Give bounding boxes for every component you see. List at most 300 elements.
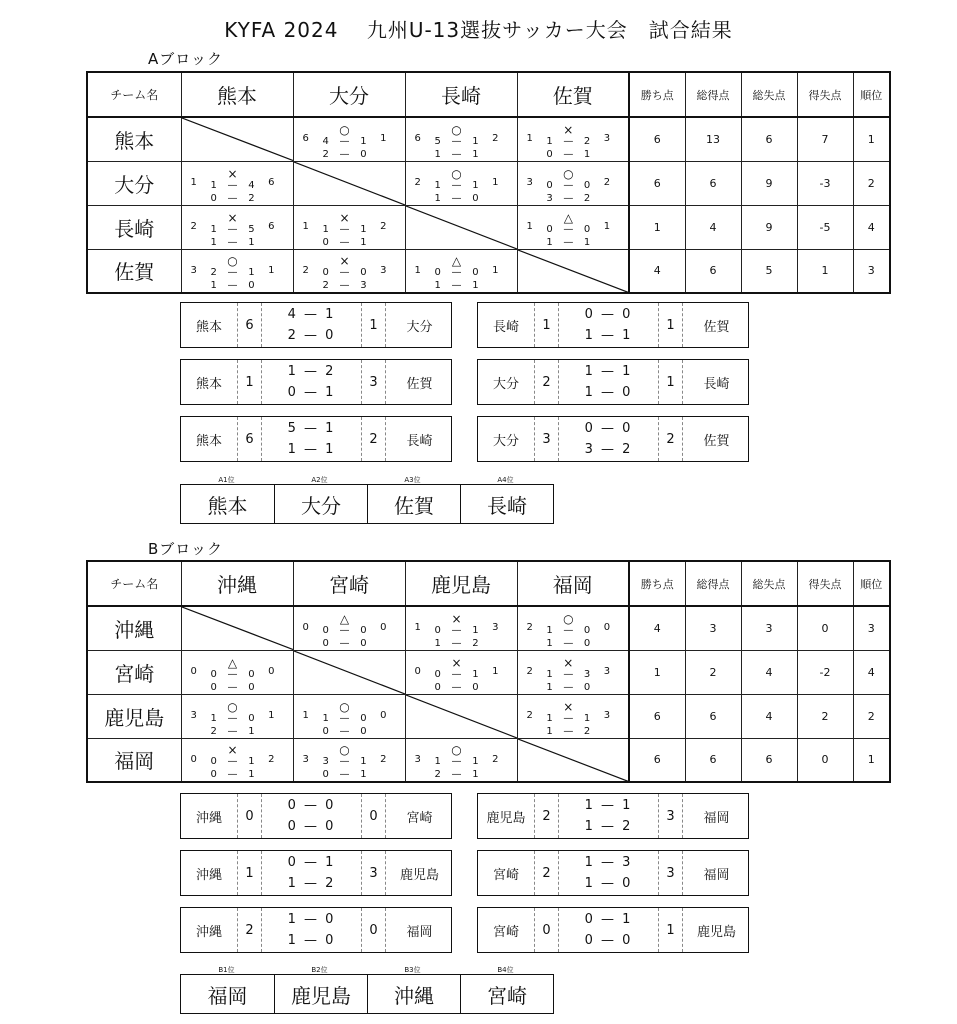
rank-position-label: A2位: [311, 476, 328, 484]
goals-against-value: 5: [741, 249, 797, 293]
win-points-value: 4: [629, 606, 685, 650]
result-mark: △: [339, 611, 350, 626]
second-half-for: 1: [210, 236, 217, 248]
match-result-cell: [517, 161, 629, 205]
away-team: 佐賀: [682, 417, 750, 461]
second-half-against: 0: [583, 681, 591, 693]
dash-separator: [333, 267, 355, 292]
first-half-score: 0 — 0: [584, 307, 633, 322]
half-scores-for: [206, 713, 222, 738]
half-scores-for: [542, 136, 557, 161]
dash: —: [563, 148, 574, 160]
first-half-against: 1: [472, 179, 479, 191]
rank-value: 2: [853, 161, 890, 205]
second-half-for: 0: [322, 769, 329, 781]
result-mark: ×: [227, 743, 238, 758]
half-scores-against: [579, 669, 594, 694]
result-grid: [294, 206, 405, 249]
result-mark: ×: [227, 210, 238, 225]
goal-diff-value: -2: [797, 650, 853, 694]
opponent-score: 0: [380, 709, 387, 721]
result-mark: ×: [339, 254, 350, 269]
dash-separator: [557, 180, 579, 205]
second-half-score: 1 — 1: [287, 442, 336, 457]
goals-for-value: 13: [685, 117, 741, 161]
half-scores-against: [244, 180, 260, 205]
match-result-cell: [181, 738, 293, 782]
result-grid: [182, 206, 293, 249]
goal-diff-value: 1: [797, 249, 853, 293]
first-half-score: 0 — 1: [584, 912, 633, 927]
header-gf: 総得点: [685, 561, 741, 606]
dash-separator: [333, 713, 355, 738]
result-grid: [182, 250, 293, 293]
dash: —: [227, 179, 238, 191]
dash: —: [451, 769, 462, 781]
second-half-score: 1 — 2: [287, 876, 336, 891]
first-half-for: 1: [434, 179, 441, 191]
result-mark: △: [227, 655, 238, 670]
opponent-score: 1: [380, 133, 387, 145]
row-team-name: 沖縄: [87, 606, 181, 650]
result-grid: [182, 651, 293, 694]
dash: —: [227, 236, 238, 248]
second-half-score: 1 — 0: [584, 876, 633, 891]
half-time-scores: [558, 851, 658, 895]
goal-diff-value: 0: [797, 606, 853, 650]
header-rank: 順位: [853, 72, 890, 117]
dash-separator: [445, 756, 467, 781]
dash: —: [339, 725, 350, 737]
dash: —: [563, 624, 574, 636]
half-scores-for: [206, 756, 222, 781]
match-result-cell: [517, 650, 629, 694]
opponent-score: 1: [492, 264, 499, 276]
match-result-cell: [181, 205, 293, 249]
page-title: KYFA 2024 九州U-13選抜サッカー大会 試合結果: [224, 18, 733, 42]
half-scores-against: [356, 713, 372, 738]
goals-for-value: 6: [685, 161, 741, 205]
team-score: 2: [302, 264, 309, 276]
team-score: 2: [526, 622, 533, 634]
home-team: 沖縄: [195, 810, 222, 826]
result-mark: ○: [227, 254, 238, 269]
rank-position-label: B3位: [404, 966, 421, 974]
dash: —: [563, 192, 574, 204]
row-team-name: 熊本: [87, 117, 181, 161]
first-half-against: 0: [583, 624, 591, 636]
half-scores-against: [356, 756, 372, 781]
match-box: [477, 793, 749, 839]
header-opponent-1: 沖縄: [181, 561, 293, 606]
match-box: [180, 302, 452, 348]
half-scores-against: [579, 224, 594, 249]
dash-separator: [445, 267, 467, 292]
goals-for-value: 2: [685, 650, 741, 694]
rank-value: 4: [853, 205, 890, 249]
goals-for-value: 4: [685, 205, 741, 249]
second-half-for: 3: [546, 192, 553, 204]
half-scores-for: [542, 625, 557, 650]
away-team: 福岡: [682, 794, 750, 838]
half-scores-against: [244, 224, 260, 249]
goals-against-value: 4: [741, 650, 797, 694]
opponent-score: 2: [603, 176, 611, 188]
opponent-score: 3: [603, 665, 611, 677]
ranked-team: 長崎: [460, 485, 553, 523]
second-half-score: 0 — 0: [287, 819, 336, 834]
away-score: 3: [658, 794, 682, 838]
dash-separator: [333, 224, 355, 249]
dash: —: [227, 769, 238, 781]
second-half-against: 1: [472, 280, 479, 292]
win-points-value: 6: [629, 161, 685, 205]
half-time-scores: [261, 794, 361, 838]
result-grid: [182, 162, 293, 205]
match-result-cell: [405, 738, 517, 782]
dash-separator: [221, 267, 243, 292]
half-scores-for: [318, 756, 334, 781]
match-result-cell: [293, 117, 405, 161]
diagonal-line: [294, 162, 405, 205]
opponent-score: 3: [603, 709, 611, 721]
away-team: 佐賀: [682, 303, 750, 347]
table-row: [87, 650, 890, 694]
first-half-for: 0: [546, 179, 553, 191]
first-half-against: 4: [248, 179, 255, 191]
rank-position-label: B4位: [497, 966, 514, 974]
second-half-against: 1: [472, 769, 479, 781]
result-grid: [518, 695, 629, 738]
second-half-for: 1: [434, 148, 441, 160]
rank-position-label: A4位: [497, 476, 514, 484]
half-time-scores: [261, 360, 361, 404]
ranked-team: 鹿児島: [274, 975, 367, 1013]
match-result-cell: [405, 650, 517, 694]
second-half-for: 1: [434, 192, 441, 204]
match-result-cell: [517, 205, 629, 249]
second-half-for: 2: [210, 725, 217, 737]
team-score: 2: [414, 176, 421, 188]
team-score: 1: [526, 220, 533, 232]
first-half-for: 0: [210, 756, 217, 768]
self-match-cell: [517, 738, 629, 782]
dash: —: [563, 681, 574, 693]
half-scores-for: [318, 713, 334, 738]
goal-diff-value: 0: [797, 738, 853, 782]
dash: —: [451, 681, 462, 693]
win-points-value: 6: [629, 694, 685, 738]
home-team: 沖縄: [195, 867, 222, 883]
header-team-name: チーム名: [87, 561, 181, 606]
block-a-final-ranking: [180, 484, 554, 524]
dash-separator: [557, 625, 579, 650]
first-half-score: 0 — 1: [287, 855, 336, 870]
half-scores-for: [430, 625, 446, 650]
opponent-score: 2: [380, 753, 387, 765]
result-mark: ×: [339, 210, 350, 225]
match-result-cell: [181, 694, 293, 738]
header-opponent-3: 鹿児島: [405, 561, 517, 606]
match-result-cell: [517, 606, 629, 650]
table-row: [87, 249, 890, 293]
half-scores-for: [542, 713, 557, 738]
second-half-against: 2: [248, 192, 255, 204]
second-half-for: 0: [546, 148, 553, 160]
first-half-for: 2: [210, 267, 217, 279]
block-b-label: Bブロック: [148, 540, 223, 558]
dash: —: [339, 223, 350, 235]
second-half-for: 1: [546, 637, 553, 649]
self-match-cell: [181, 606, 293, 650]
half-scores-against: [468, 267, 484, 292]
half-scores-against: [579, 136, 594, 161]
second-half-for: 2: [322, 148, 329, 160]
result-grid: [406, 607, 517, 650]
header-win-pts: 勝ち点: [629, 561, 685, 606]
first-half-against: 1: [360, 756, 367, 768]
dash: —: [339, 637, 350, 649]
dash-separator: [445, 136, 467, 161]
opponent-score: 1: [492, 176, 499, 188]
header-opponent-4: 福岡: [517, 561, 629, 606]
first-half-score: 0 — 0: [287, 798, 336, 813]
goals-for-value: 6: [685, 694, 741, 738]
team-score: 2: [526, 709, 533, 721]
opponent-score: 1: [492, 665, 499, 677]
second-half-for: 0: [210, 769, 217, 781]
diagonal-line: [406, 206, 517, 249]
dash: —: [451, 637, 462, 649]
row-team-name: 福岡: [87, 738, 181, 782]
first-half-against: 0: [583, 223, 591, 235]
row-team-name: 長崎: [87, 205, 181, 249]
second-half-against: 1: [248, 725, 255, 737]
half-scores-for: [430, 267, 446, 292]
opponent-score: 3: [492, 622, 499, 634]
second-half-score: 1 — 1: [584, 328, 633, 343]
first-half-score: 1 — 0: [287, 912, 336, 927]
dash-separator: [333, 756, 355, 781]
half-scores-for: [430, 756, 446, 781]
second-half-score: 2 — 0: [287, 328, 336, 343]
match-box: [180, 416, 452, 462]
goals-against-value: 4: [741, 694, 797, 738]
match-result-cell: [181, 161, 293, 205]
second-half-against: 0: [472, 681, 479, 693]
dash: —: [339, 756, 350, 768]
half-time-scores: [261, 417, 361, 461]
first-half-for: 0: [434, 267, 441, 279]
second-half-score: 0 — 0: [584, 933, 633, 948]
away-score: 1: [658, 303, 682, 347]
first-half-for: 1: [546, 712, 553, 724]
first-half-for: 4: [322, 135, 329, 147]
goals-against-value: 9: [741, 205, 797, 249]
header-opponent-2: 大分: [293, 72, 405, 117]
away-score: 1: [658, 360, 682, 404]
half-scores-for: [206, 669, 222, 694]
row-team-name: 佐賀: [87, 249, 181, 293]
team-score: 6: [302, 133, 309, 145]
second-half-against: 0: [360, 148, 367, 160]
header-opponent-1: 熊本: [181, 72, 293, 117]
half-scores-for: [206, 267, 222, 292]
first-half-for: 1: [546, 135, 553, 147]
row-team-name: 宮崎: [87, 650, 181, 694]
match-result-cell: [293, 694, 405, 738]
result-grid: [406, 118, 517, 161]
block-b-standings-table: [86, 560, 891, 783]
ranked-team: 宮崎: [460, 975, 553, 1013]
table-row: [87, 738, 890, 782]
match-result-cell: [181, 249, 293, 293]
ranked-team: 福岡: [207, 983, 248, 1008]
dash-separator: [221, 180, 243, 205]
second-half-for: 2: [322, 280, 329, 292]
first-half-score: 5 — 1: [287, 421, 336, 436]
second-half-against: 1: [248, 769, 255, 781]
result-mark: ×: [227, 166, 238, 181]
first-half-for: 1: [434, 756, 441, 768]
second-half-against: 0: [360, 637, 367, 649]
half-scores-against: [579, 713, 594, 738]
match-box: [477, 907, 749, 953]
dash: —: [227, 280, 238, 292]
first-half-against: 1: [472, 756, 479, 768]
self-match-cell: [293, 650, 405, 694]
dash-separator: [445, 180, 467, 205]
result-mark: ○: [339, 699, 350, 714]
first-half-against: 0: [248, 712, 255, 724]
rank-value: 1: [853, 738, 890, 782]
first-half-against: 1: [360, 135, 367, 147]
opponent-score: 2: [268, 753, 275, 765]
rank-value: 4: [853, 650, 890, 694]
result-grid: [406, 739, 517, 782]
result-grid: [182, 739, 293, 782]
home-team: 宮崎: [492, 924, 519, 940]
half-scores-for: [206, 224, 222, 249]
away-score: 3: [361, 851, 385, 895]
dash: —: [563, 668, 574, 680]
header-ga: 総失点: [741, 561, 797, 606]
opponent-score: 2: [380, 220, 387, 232]
table-row: [87, 606, 890, 650]
first-half-score: 1 — 1: [584, 798, 633, 813]
home-team: 熊本: [195, 376, 222, 392]
first-half-score: 4 — 1: [287, 307, 336, 322]
second-half-for: 0: [434, 681, 441, 693]
first-half-against: 1: [360, 223, 367, 235]
opponent-score: 6: [268, 220, 275, 232]
header-opponent-3: 長崎: [405, 72, 517, 117]
half-scores-against: [468, 756, 484, 781]
second-half-for: 1: [546, 681, 553, 693]
team-score: 0: [414, 665, 421, 677]
home-score: 1: [237, 851, 261, 895]
match-result-cell: [181, 650, 293, 694]
second-half-for: 1: [546, 725, 553, 737]
home-score: 2: [534, 851, 558, 895]
result-mark: ○: [451, 743, 462, 758]
home-score: 6: [237, 303, 261, 347]
opponent-score: 1: [268, 709, 275, 721]
dash: —: [339, 769, 350, 781]
half-time-scores: [261, 303, 361, 347]
half-scores-against: [468, 669, 484, 694]
first-half-for: 0: [434, 668, 441, 680]
block-a-label: Aブロック: [148, 50, 223, 68]
result-mark: △: [451, 254, 462, 269]
half-time-scores: [558, 417, 658, 461]
home-score: 2: [237, 908, 261, 952]
team-score: 3: [302, 753, 309, 765]
first-half-against: 1: [472, 668, 479, 680]
half-scores-against: [356, 224, 372, 249]
half-time-scores: [558, 360, 658, 404]
first-half-against: 0: [472, 267, 479, 279]
dash: —: [339, 280, 350, 292]
second-half-for: 1: [546, 236, 553, 248]
rank-value: 3: [853, 606, 890, 650]
second-half-score: 3 — 2: [584, 442, 633, 457]
home-team: 熊本: [195, 319, 222, 335]
opponent-score: 0: [603, 622, 611, 634]
home-score: 3: [534, 417, 558, 461]
second-half-for: 1: [434, 637, 441, 649]
first-half-against: 1: [472, 135, 479, 147]
diagonal-line: [182, 607, 293, 650]
team-score: 2: [190, 220, 197, 232]
header-win-pts: 勝ち点: [629, 72, 685, 117]
dash-separator: [557, 713, 579, 738]
diagonal-line: [406, 695, 517, 738]
match-result-cell: [517, 117, 629, 161]
half-scores-for: [318, 625, 334, 650]
dash: —: [451, 192, 462, 204]
self-match-cell: [293, 161, 405, 205]
match-result-cell: [405, 117, 517, 161]
home-score: 0: [237, 794, 261, 838]
row-team-name: 大分: [87, 161, 181, 205]
diagonal-line: [518, 250, 629, 293]
home-score: 6: [237, 417, 261, 461]
match-result-cell: [293, 606, 405, 650]
dash-separator: [445, 669, 467, 694]
dash: —: [339, 712, 350, 724]
dash: —: [563, 712, 574, 724]
match-result-cell: [405, 606, 517, 650]
dash: —: [451, 148, 462, 160]
match-result-cell: [405, 249, 517, 293]
header-opponent-4: 佐賀: [517, 72, 629, 117]
away-team: 鹿児島: [682, 908, 750, 952]
first-half-against: 0: [583, 179, 591, 191]
team-score: 3: [526, 176, 533, 188]
dash: —: [451, 280, 462, 292]
second-half-score: 1 — 0: [287, 933, 336, 948]
win-points-value: 1: [629, 650, 685, 694]
opponent-score: 0: [380, 622, 387, 634]
rank-position-label: A3位: [404, 476, 421, 484]
first-half-for: 0: [322, 267, 329, 279]
half-time-scores: [261, 851, 361, 895]
home-score: 2: [534, 794, 558, 838]
goal-diff-value: -3: [797, 161, 853, 205]
away-score: 3: [361, 360, 385, 404]
goal-diff-value: -5: [797, 205, 853, 249]
